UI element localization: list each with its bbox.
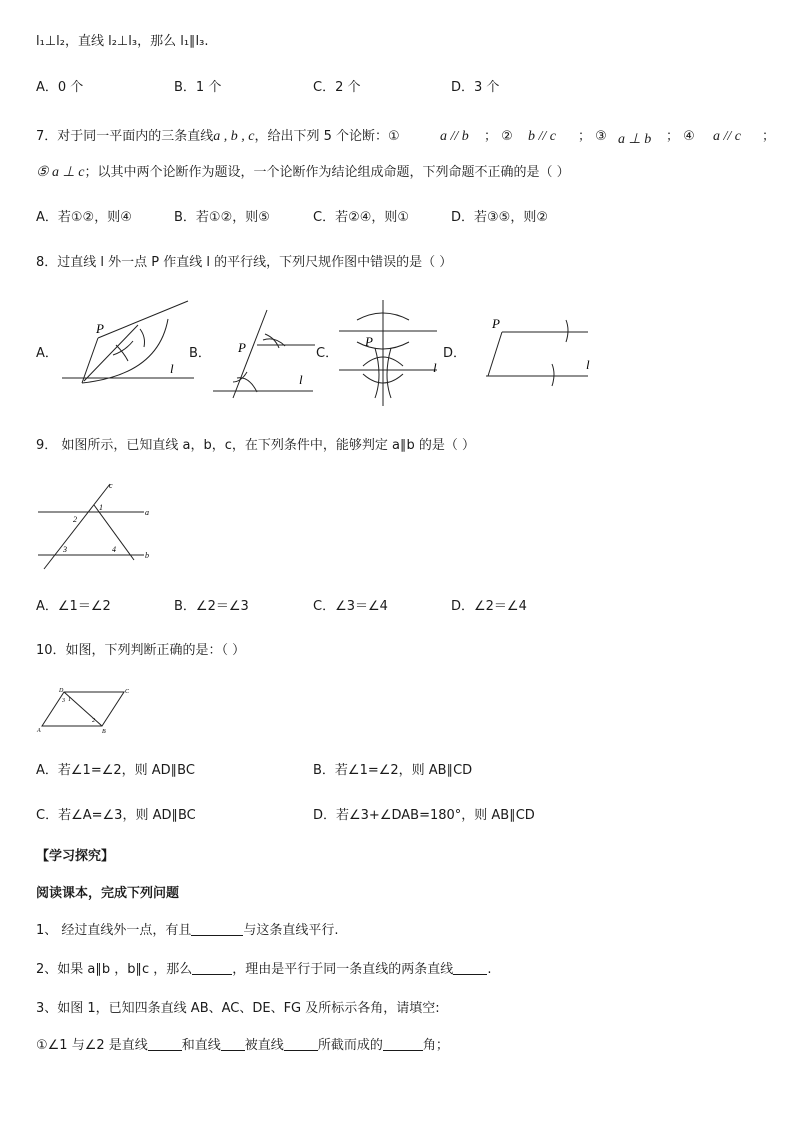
q9-stem: 9． 如图所示，已知直线 a，b，c，在下列条件中，能够判定 a∥b 的是（ ） xyxy=(36,438,476,453)
item-2-blank-1[interactable] xyxy=(192,961,232,975)
q10-option-a: A．若∠1=∠2，则 AD∥BC xyxy=(36,763,195,778)
section-title: 【学习探究】 xyxy=(36,849,115,864)
item-4-blank-1[interactable] xyxy=(148,1037,182,1051)
q7-sep-2: ； ② xyxy=(484,129,513,144)
q10-label-a: A xyxy=(37,728,41,734)
q8-fig-c-line: l xyxy=(433,360,437,375)
q10-label-b: B xyxy=(102,729,106,735)
q9-label-a: a xyxy=(145,508,149,517)
item-2-text-a: 2、如果 a∥b ，b∥c ，那么 xyxy=(36,962,193,977)
q8-fig-b-point: P xyxy=(238,340,246,355)
q10-angle-2: 2 xyxy=(92,718,95,724)
q8-label-c: C． xyxy=(316,346,339,361)
q8-fig-a-line: l xyxy=(170,361,174,376)
item-2-text-c: . xyxy=(487,962,492,977)
q6-option-b: B．1 个 xyxy=(174,80,222,95)
q9-angle-3: 3 xyxy=(63,545,67,554)
q7-claim-3: a ⊥ b xyxy=(618,132,652,147)
q9-option-b: B．∠2＝∠3 xyxy=(174,599,249,614)
q7-option-d: D．若③⑤，则② xyxy=(451,210,548,225)
q8-label-b: B． xyxy=(189,346,211,361)
q6-option-a: A．0 个 xyxy=(36,80,84,95)
item-1 xyxy=(36,922,339,940)
q8-fig-c-point: P xyxy=(365,334,373,349)
q8-figure-c xyxy=(335,298,445,408)
q10-label-d: D xyxy=(59,688,64,694)
top-line xyxy=(36,33,209,51)
q6-option-d: D．3 个 xyxy=(451,80,500,95)
q7-option-b: B．若①②，则⑤ xyxy=(174,210,270,225)
q7-sep-4: ； ④ xyxy=(666,129,695,144)
q8-stem: 8．过直线 l 外一点 P 作直线 l 的平行线，下列尺规作图中错误的是（ ） xyxy=(36,255,453,270)
q9-figure xyxy=(36,478,156,573)
q9-option-d: D．∠2＝∠4 xyxy=(451,599,527,614)
q8-figure-d xyxy=(482,312,597,387)
q7-mid: ，给出下列 5 个论断：① xyxy=(254,129,400,144)
q9-option-c: C．∠3＝∠4 xyxy=(313,599,388,614)
q8-fig-d-point: P xyxy=(492,316,500,331)
q9-angle-2: 2 xyxy=(73,515,77,524)
item-4-text-b: 和直线 xyxy=(181,1038,221,1053)
item-3: 3、如图 1，已知四条直线 AB、AC、DE、FG 及所标示各角，请填空: xyxy=(36,1001,440,1016)
q7-option-a: A．若①②，则④ xyxy=(36,210,132,225)
q10-angle-3: 3 xyxy=(62,698,65,704)
q7-option-c: C．若②④，则① xyxy=(313,210,410,225)
q10-angle-1: 1 xyxy=(68,697,71,703)
q10-figure xyxy=(36,684,136,734)
q9-angle-4: 4 xyxy=(112,545,116,554)
q7-claim-4: a // c xyxy=(713,129,741,144)
item-4-blank-3[interactable] xyxy=(284,1037,318,1051)
q8-figure-b xyxy=(205,300,320,400)
q8-label-d: D． xyxy=(443,346,467,361)
q9-label-b: b xyxy=(145,551,149,560)
item-2-blank-2[interactable] xyxy=(453,961,487,975)
q9-angle-1: 1 xyxy=(99,503,103,512)
q9-label-c: c xyxy=(109,481,113,490)
q7-claim-1: a // b xyxy=(440,129,469,144)
q7-vars: a , b , c xyxy=(213,129,255,144)
q8-fig-d-line: l xyxy=(586,357,590,372)
item-1-text-b: 与这条直线平行. xyxy=(243,923,339,938)
q10-option-d: D．若∠3+∠DAB=180°，则 AB∥CD xyxy=(313,808,535,823)
item-4-text-a: ①∠1 与∠2 是直线 xyxy=(36,1038,148,1053)
q7-line1 xyxy=(36,128,400,146)
q7-line2 xyxy=(36,164,570,182)
q8-figure-a xyxy=(58,305,198,395)
q7-sep-5: ； xyxy=(762,129,776,144)
item-1-text-a: 1、 经过直线外一点，有且 xyxy=(36,923,192,938)
q8-fig-b-line: l xyxy=(299,372,303,387)
item-4-text-d: 所截而成的 xyxy=(317,1038,383,1053)
item-1-blank[interactable] xyxy=(191,922,243,936)
q8-label-a: A． xyxy=(36,346,58,361)
item-4-text-e: 角； xyxy=(422,1038,449,1053)
q10-stem: 10．如图，下列判断正确的是：（ ） xyxy=(36,643,246,658)
item-2 xyxy=(36,961,491,979)
q10-label-c: C xyxy=(125,689,130,695)
q7-sep-3: ； ③ xyxy=(578,129,607,144)
section-subtitle: 阅读课本，完成下列问题 xyxy=(36,886,180,901)
item-4-blank-2[interactable] xyxy=(221,1037,245,1051)
q6-option-c: C．2 个 xyxy=(313,80,361,95)
item-2-text-b: ，理由是平行于同一条直线的两条直线 xyxy=(232,962,454,977)
q10-option-c: C．若∠A=∠3，则 AD∥BC xyxy=(36,808,196,823)
q10-option-b: B．若∠1=∠2，则 AB∥CD xyxy=(313,763,473,778)
item-4 xyxy=(36,1037,449,1055)
q7-claim-5: ⑤ a ⊥ c xyxy=(36,165,85,180)
q7-prefix: 7．对于同一平面内的三条直线 xyxy=(36,129,214,144)
top-text: l₁⊥l₂，直线 l₂⊥l₃，那么 l₁∥l₃. xyxy=(36,34,209,49)
item-4-text-c: 被直线 xyxy=(244,1038,284,1053)
q8-fig-a-point: P xyxy=(96,321,104,336)
q7-question: ；以其中两个论断作为题设，一个论断作为结论组成命题，下列命题不正确的是（ ） xyxy=(84,165,570,180)
q9-option-a: A．∠1＝∠2 xyxy=(36,599,111,614)
q7-claim-2: b // c xyxy=(528,129,556,144)
item-4-blank-4[interactable] xyxy=(383,1037,423,1051)
